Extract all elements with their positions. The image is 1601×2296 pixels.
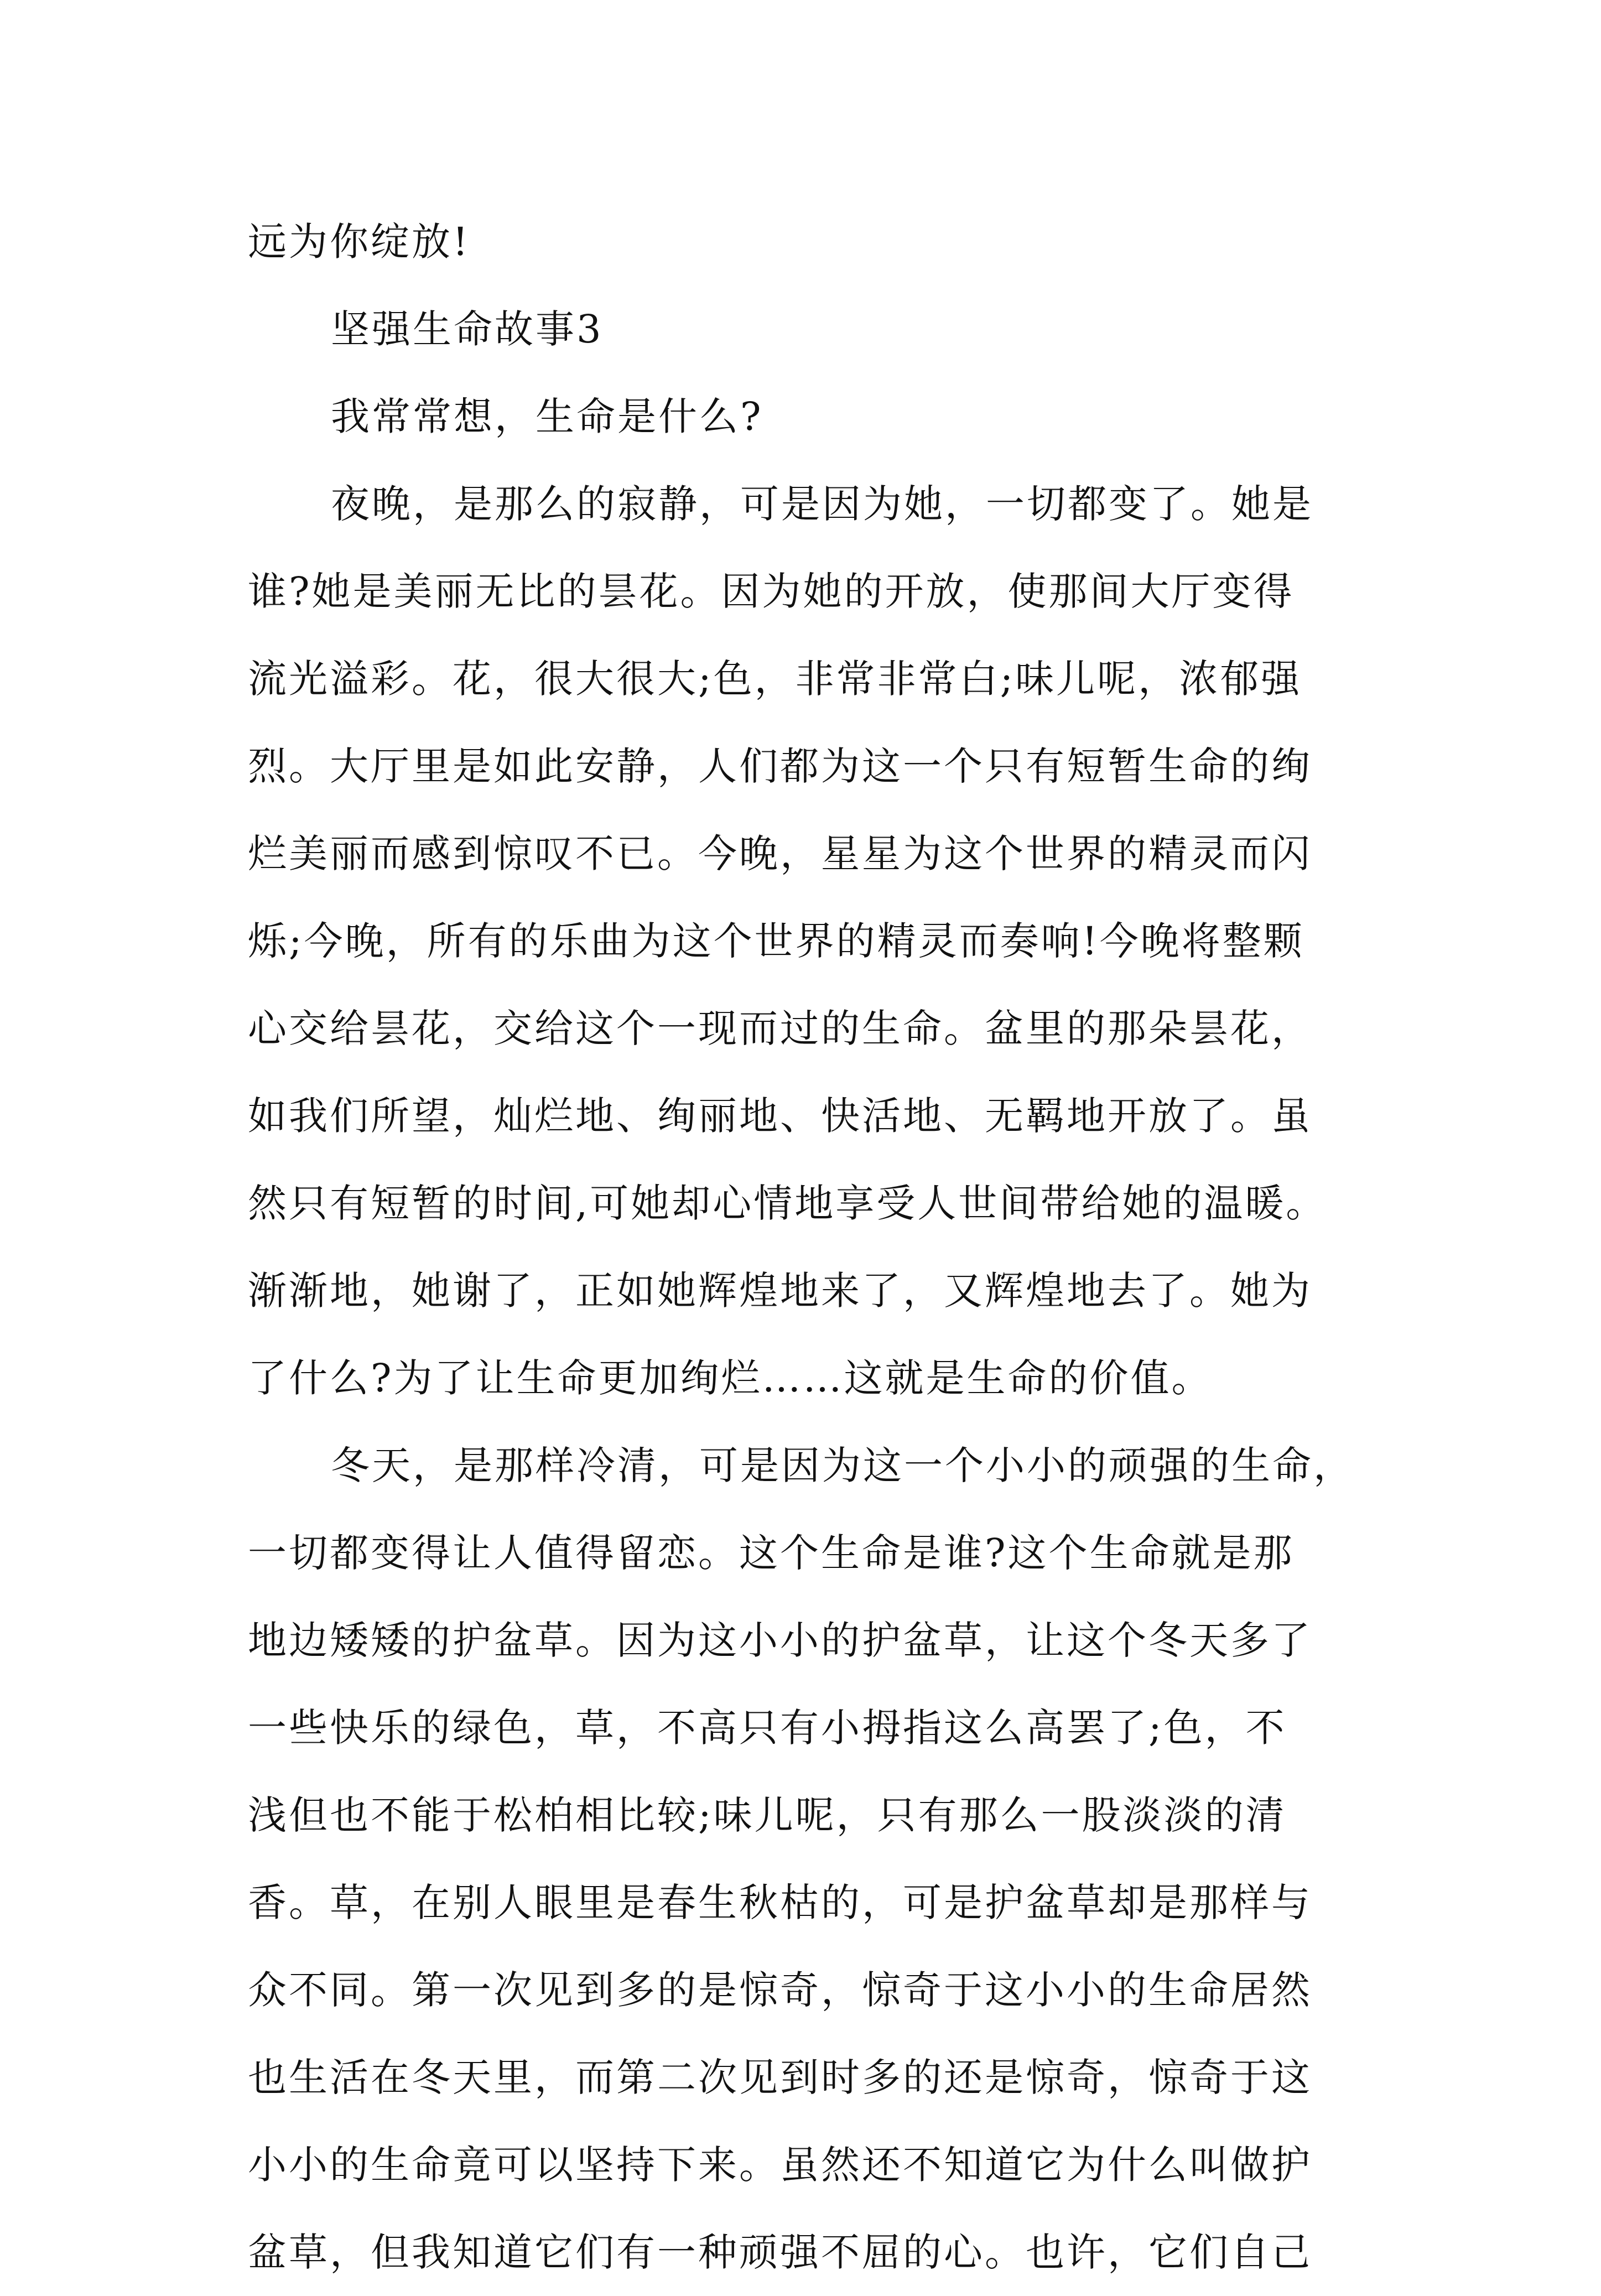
paragraph-line: 烂美丽而感到惊叹不已。今晚，星星为这个世界的精灵而闪 <box>248 831 1312 876</box>
paragraph-line: 冬天，是那样冷清，可是因为这一个小小的顽强的生命， <box>331 1443 1354 1488</box>
paragraph-line: 流光溢彩。花，很大很大;色，非常非常白;味儿呢，浓郁强 <box>248 656 1302 702</box>
paragraph-line: 众不同。第一次见到多的是惊奇，惊奇于这小小的生命居然 <box>248 1967 1312 2013</box>
section-heading: 坚强生命故事3 <box>331 307 604 352</box>
paragraph-line: 香。草，在别人眼里是春生秋枯的，可是护盆草却是那样与 <box>248 1880 1312 1925</box>
paragraph-line: 烁;今晚，所有的乐曲为这个世界的精灵而奏响!今晚将整颗 <box>248 918 1304 964</box>
paragraph-line: 了什么?为了让生命更加绚烂……这就是生命的价值。 <box>248 1355 1213 1401</box>
paragraph-line: 盆草，但我知道它们有一种顽强不屈的心。也许，它们自己 <box>248 2230 1312 2275</box>
paragraph-line: 心交给昙花，交给这个一现而过的生命。盆里的那朵昙花， <box>248 1006 1312 1051</box>
paragraph-line: 如我们所望，灿烂地、绚丽地、快活地、无羁地开放了。虽 <box>248 1093 1312 1139</box>
paragraph-line: 夜晚，是那么的寂静，可是因为她，一切都变了。她是 <box>331 481 1313 527</box>
paragraph-line: 也生活在冬天里，而第二次见到时多的还是惊奇，惊奇于这 <box>248 2055 1312 2100</box>
paragraph-line: 一些快乐的绿色，草，不高只有小拇指这么高罢了;色，不 <box>248 1705 1287 1750</box>
paragraph-line: 小小的生命竟可以坚持下来。虽然还不知道它为什么叫做护 <box>248 2142 1312 2188</box>
paragraph-line: 地边矮矮的护盆草。因为这小小的护盆草，让这个冬天多了 <box>248 1618 1312 1663</box>
paragraph-line: 浅但也不能于松柏相比较;味儿呢，只有那么一股淡淡的清 <box>248 1793 1287 1838</box>
paragraph-line: 然只有短暂的时间,可她却心情地享受人世间带给她的温暖。 <box>248 1181 1327 1226</box>
paragraph-line: 谁?她是美丽无比的昙花。因为她的开放，使那间大厅变得 <box>248 569 1295 614</box>
paragraph-line: 一切都变得让人值得留恋。这个生命是谁?这个生命就是那 <box>248 1530 1295 1576</box>
paragraph-line: 渐渐地，她谢了，正如她辉煌地来了，又辉煌地去了。她为 <box>248 1268 1312 1313</box>
body-text <box>248 198 1376 2296</box>
paragraph-continuation-line: 远为你绽放! <box>248 219 471 264</box>
paragraph-line: 烈。大厅里是如此安静，人们都为这一个只有短暂生命的绚 <box>248 744 1312 789</box>
paragraph-line: 我常常想，生命是什么? <box>331 394 763 439</box>
